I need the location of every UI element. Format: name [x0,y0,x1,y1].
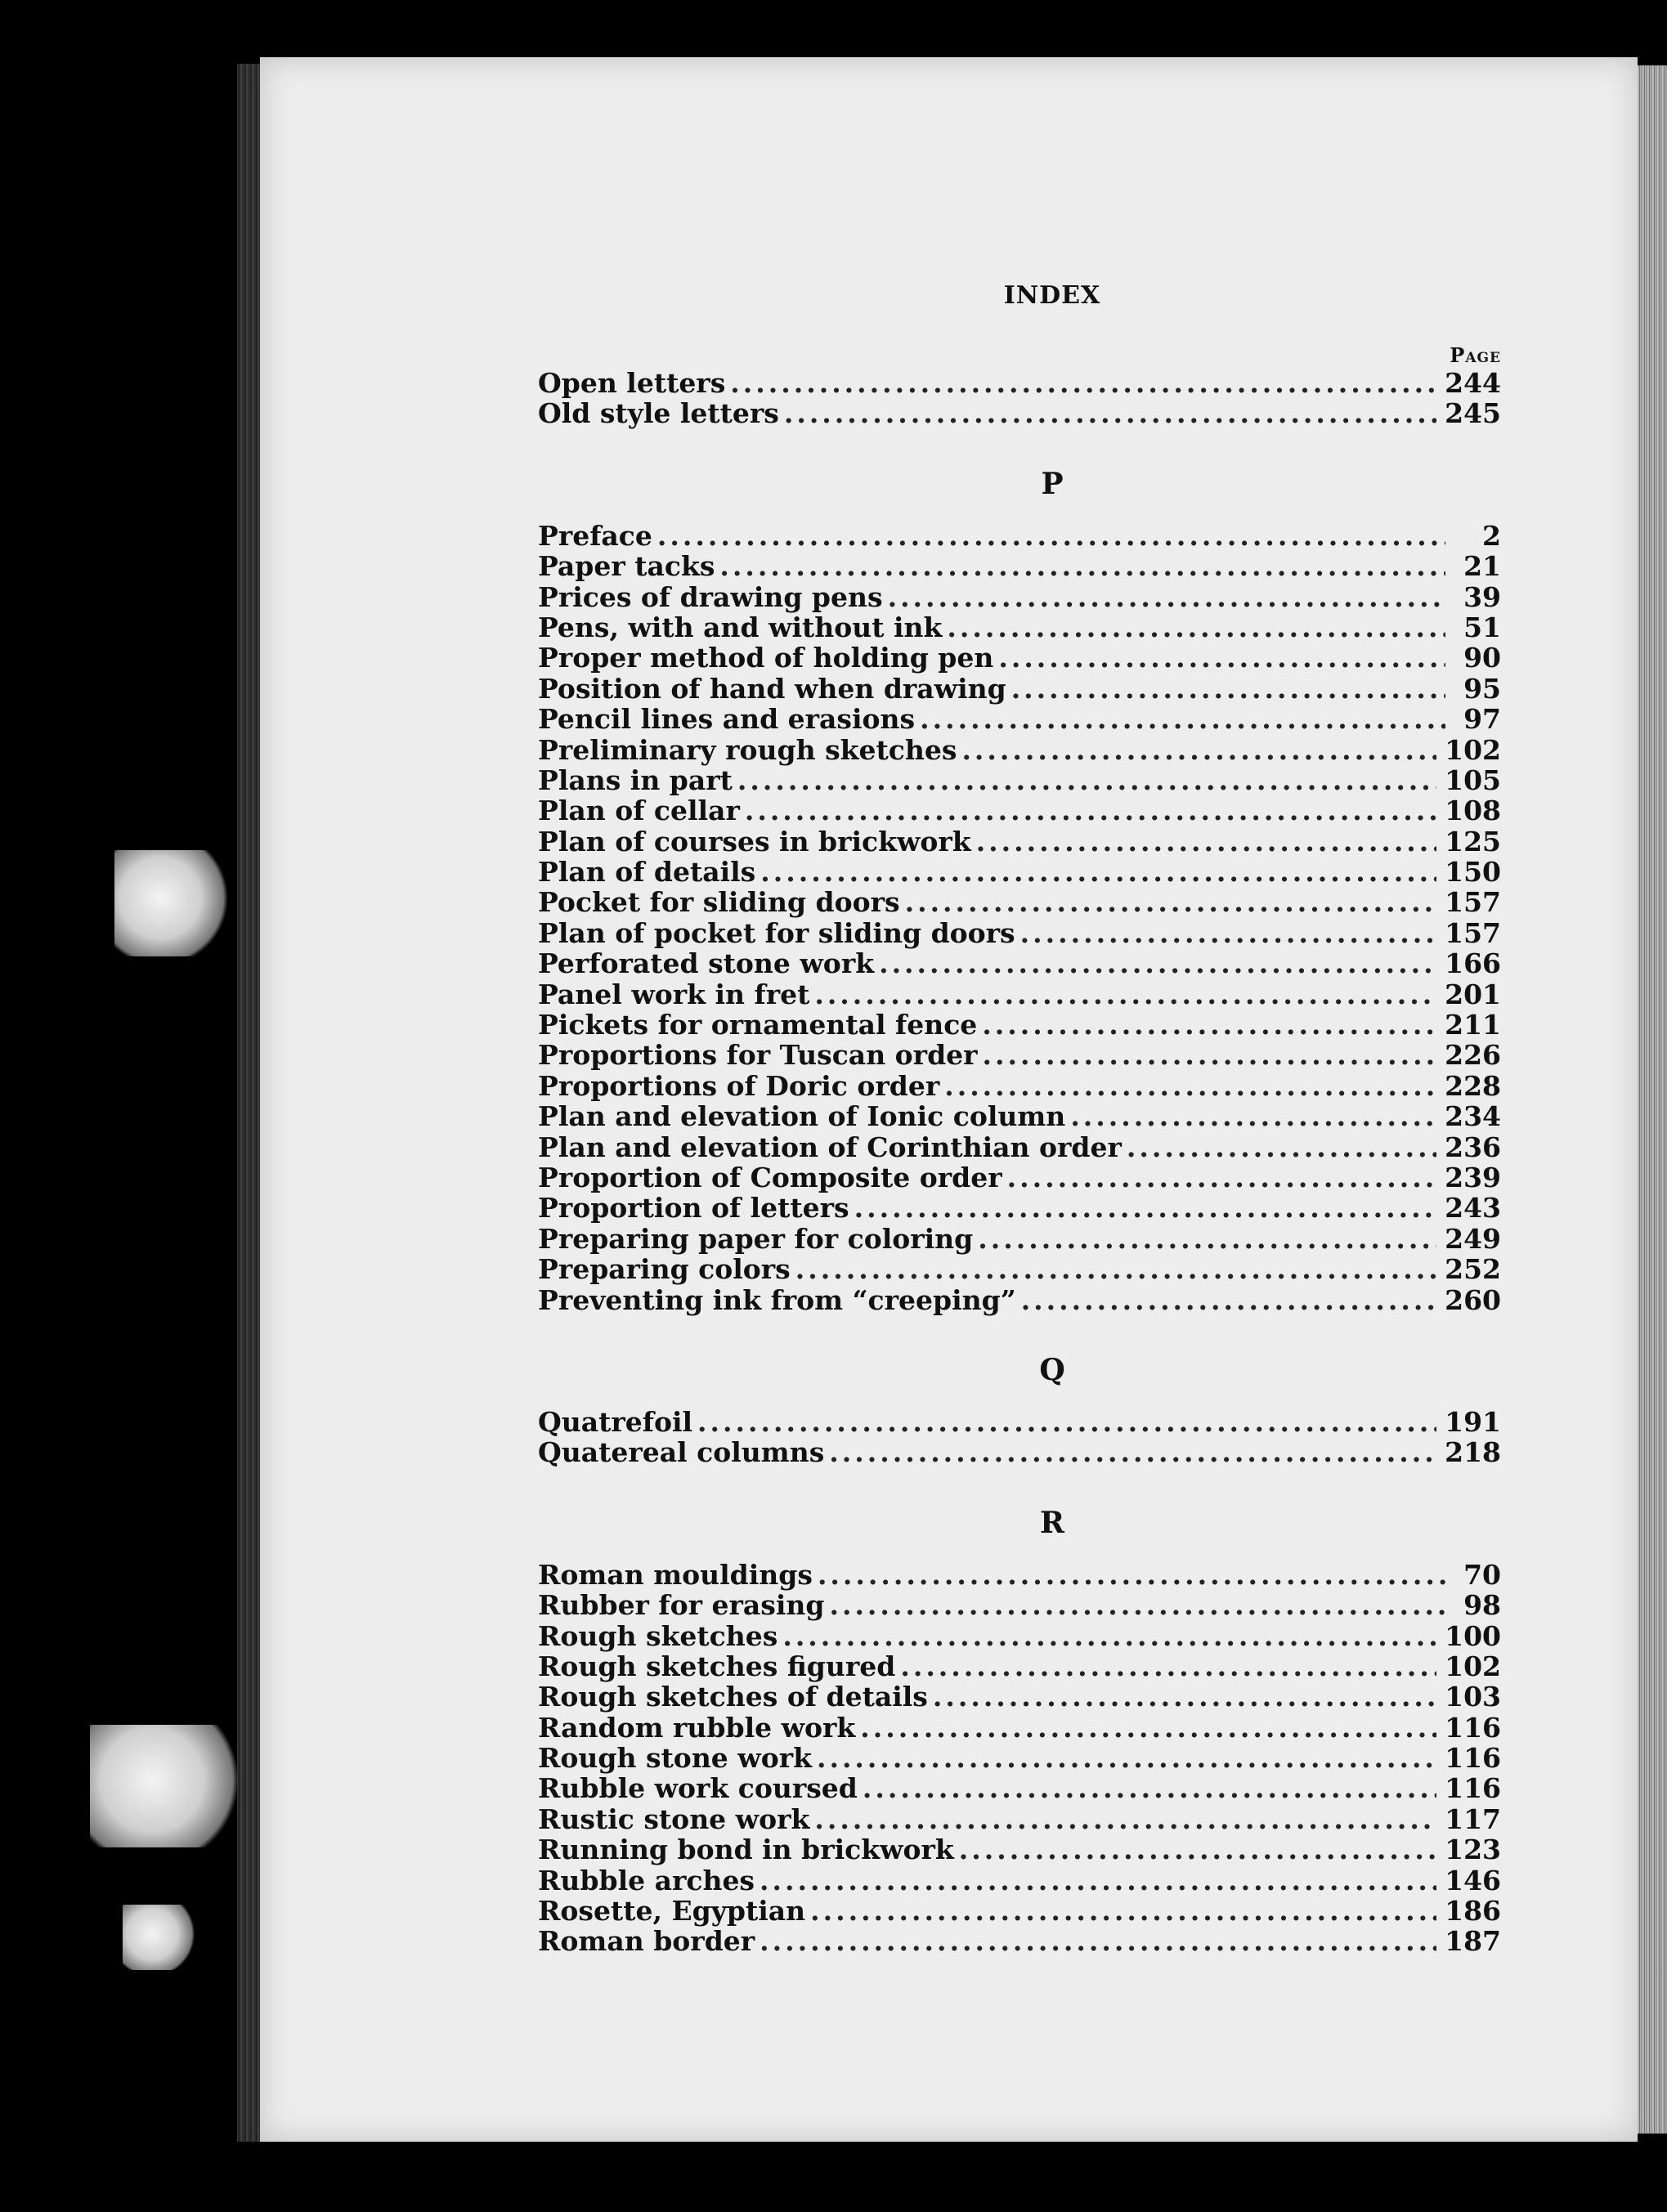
dot-leader [944,1071,1436,1101]
dot-leader [817,1743,1436,1773]
entry-title: Plan of courses in brickwork [538,825,971,857]
paper-blemish [114,850,229,956]
dot-leader [933,1681,1436,1712]
entry-title: Rubble work coursed [538,1772,858,1805]
index-entry [538,1743,1501,1773]
dot-leader [947,612,1445,643]
dot-leader [982,1010,1436,1040]
index-entry [538,1834,1501,1865]
index-entry [538,1407,1501,1437]
dot-leader [920,704,1445,734]
index-entry-list [538,1560,1501,1957]
entry-title: Quatrefoil [538,1405,693,1438]
entry-title: Preparing paper for coloring [538,1222,974,1255]
dot-leader [697,1407,1436,1437]
dot-leader [961,735,1436,765]
entry-page-number: 226 [1445,1039,1501,1072]
index-entry [538,857,1501,887]
index-entry [538,1224,1501,1254]
entry-page-number: 201 [1445,978,1501,1010]
dot-leader [814,979,1436,1010]
entry-page-number: 103 [1445,1681,1501,1713]
dot-leader [879,948,1436,978]
entry-title: Plan and elevation of Ionic column [538,1100,1066,1133]
entry-page-number: 218 [1445,1436,1501,1469]
dot-leader [782,1621,1436,1651]
entry-title: Perforated stone work [538,947,875,980]
entry-title: Pens, with and without ink [538,611,943,643]
dot-leader [784,398,1436,428]
entry-title: Proper method of holding pen [538,642,994,674]
index-entry [538,826,1501,857]
dot-leader [1011,674,1445,704]
index-entry [538,1865,1501,1896]
dot-leader [854,1193,1436,1223]
index-content [538,278,1501,1957]
index-entry [538,1590,1501,1620]
entry-page-number: 157 [1445,916,1501,949]
entry-title: Proportion of letters [538,1192,849,1225]
dot-leader [730,368,1436,398]
dot-leader [1020,918,1436,948]
entry-title: Preparing colors [538,1253,791,1286]
dot-leader [905,887,1437,917]
dot-leader [860,1713,1436,1743]
index-entry [538,1010,1501,1040]
index-entry [538,643,1501,673]
dot-leader [795,1254,1436,1284]
entry-title: Old style letters [538,397,779,430]
page-stack-edge [1635,65,1667,2134]
index-entry [538,1193,1501,1223]
page-column-header: Page [1450,343,1501,367]
entry-page-number: 116 [1445,1742,1501,1775]
entry-page-number: 98 [1463,1589,1501,1622]
dot-leader [829,1437,1436,1467]
entry-page-number: 102 [1445,733,1501,766]
entry-page-number: 239 [1445,1161,1501,1193]
entry-page-number: 116 [1445,1711,1501,1744]
entry-title: Plan of details [538,856,756,889]
entry-page-number: 51 [1463,611,1501,643]
entry-title: Preventing ink from “creeping” [538,1283,1016,1316]
entry-page-number: 125 [1445,825,1501,857]
dot-leader [810,1896,1436,1926]
index-entry-list [538,521,1501,1315]
entry-page-number: 234 [1445,1100,1501,1133]
index-entry [538,948,1501,978]
entry-page-number: 70 [1463,1558,1501,1591]
entry-page-number: 252 [1445,1253,1501,1286]
entry-page-number: 236 [1445,1131,1501,1163]
entry-title: Rustic stone work [538,1802,810,1835]
entry-title: Roman border [538,1925,755,1958]
entry-page-number: 187 [1445,1925,1501,1958]
dot-leader [900,1651,1436,1681]
dot-leader [976,826,1436,857]
section-letter-heading: P [1041,466,1064,501]
entry-page-number: 166 [1445,947,1501,980]
dot-leader [829,1590,1445,1620]
dot-leader [737,765,1436,795]
index-entry [538,1285,1501,1315]
index-entry [538,1681,1501,1712]
dot-leader [760,1865,1436,1896]
index-entry [538,398,1501,428]
entry-title: Proportions of Doric order [538,1069,940,1102]
entry-page-number: 146 [1445,1864,1501,1896]
entry-page-number: 244 [1445,367,1501,399]
index-entry [538,887,1501,917]
entry-title: Rosette, Egyptian [538,1895,806,1928]
index-entry [538,551,1501,581]
entry-title: Position of hand when drawing [538,672,1006,705]
dot-leader [745,795,1436,826]
index-entry [538,1621,1501,1651]
dot-leader [814,1804,1436,1834]
paper-blemish [90,1725,245,1847]
entry-title: Plans in part [538,763,733,796]
index-entry [538,1773,1501,1803]
entry-title: Pencil lines and erasions [538,703,916,736]
index-entry [538,795,1501,826]
entry-title: Roman mouldings [538,1558,813,1591]
entry-page-number: 117 [1445,1802,1501,1835]
entry-page-number: 150 [1445,856,1501,889]
index-entry-list [538,368,1501,429]
entry-page-number: 228 [1445,1069,1501,1102]
entry-page-number: 90 [1463,642,1501,674]
entry-title: Quatereal columns [538,1436,825,1469]
entry-title: Plan of cellar [538,795,740,827]
dot-leader [760,1926,1436,1956]
index-entry [538,1437,1501,1467]
dot-leader [719,551,1445,581]
section-letter-heading: R [1040,1505,1064,1540]
entry-title: Pocket for sliding doors [538,886,900,919]
entry-page-number: 260 [1445,1283,1501,1316]
entry-page-number: 100 [1445,1619,1501,1652]
entry-title: Pickets for ornamental fence [538,1009,978,1041]
index-entry [538,1651,1501,1681]
dot-leader [959,1834,1436,1865]
index-entry [538,1804,1501,1834]
entry-title: Plan and elevation of Corinthian order [538,1131,1122,1163]
index-entry [538,765,1501,795]
index-entry [538,582,1501,612]
index-entry [538,1162,1501,1193]
entry-page-number: 97 [1463,703,1501,736]
entry-title: Preface [538,519,652,552]
entry-page-number: 245 [1445,397,1501,430]
dot-leader [1127,1132,1436,1162]
index-sections [538,463,1501,1957]
index-entry-list [538,1407,1501,1468]
entry-page-number: 105 [1445,763,1501,796]
index-entry [538,1926,1501,1956]
dot-leader [888,582,1445,612]
entry-title: Rough sketches of details [538,1681,928,1713]
entry-page-number: 116 [1445,1772,1501,1805]
index-entry [538,1896,1501,1926]
index-entry [538,612,1501,643]
index-entry [538,1132,1501,1162]
index-entry [538,368,1501,398]
dot-leader [1007,1162,1436,1193]
index-entry [538,1101,1501,1131]
index-entry [538,1713,1501,1743]
entry-title: Prices of drawing pens [538,580,883,613]
entry-page-number: 157 [1445,886,1501,919]
entry-title: Random rubble work [538,1711,856,1744]
entry-page-number: 102 [1445,1650,1501,1682]
index-entry [538,704,1501,734]
entry-page-number: 186 [1445,1895,1501,1928]
index-entry [538,521,1501,551]
entry-page-number: 123 [1445,1834,1501,1866]
entry-page-number: 39 [1463,580,1501,613]
dot-leader [998,643,1445,673]
dot-leader [863,1773,1436,1803]
entry-title: Panel work in fret [538,978,810,1010]
dot-leader [760,857,1436,887]
entry-title: Proportion of Composite order [538,1161,1002,1193]
dot-leader [818,1560,1445,1590]
index-entry [538,735,1501,765]
entry-title: Open letters [538,367,726,399]
entry-title: Running bond in brickwork [538,1834,954,1866]
paper-blemish [123,1905,196,1970]
index-entry [538,1071,1501,1101]
entry-page-number: 21 [1463,550,1501,583]
entry-title: Paper tacks [538,550,715,583]
entry-title: Rough stone work [538,1742,812,1775]
entry-title: Proportions for Tuscan order [538,1039,978,1072]
entry-title: Preliminary rough sketches [538,733,957,766]
page-title: INDEX [1003,281,1101,310]
section-letter-heading: Q [1039,1352,1065,1387]
index-entry [538,1254,1501,1284]
entry-title: Rough sketches figured [538,1650,896,1682]
index-entry [538,918,1501,948]
entry-page-number: 108 [1445,795,1501,827]
dot-leader [978,1224,1436,1254]
entry-page-number: 191 [1445,1405,1501,1438]
entry-title: Plan of pocket for sliding doors [538,916,1015,949]
index-entry [538,674,1501,704]
dot-leader [1070,1101,1436,1131]
index-entry [538,1560,1501,1590]
entry-title: Rough sketches [538,1619,778,1652]
entry-page-number: 243 [1445,1192,1501,1225]
index-entry [538,979,1501,1010]
entry-title: Rubber for erasing [538,1589,825,1622]
dot-leader [983,1040,1437,1070]
entry-page-number: 249 [1445,1222,1501,1255]
entry-page-number: 95 [1463,672,1501,705]
entry-page-number: 2 [1482,519,1501,552]
entry-title: Rubble arches [538,1864,755,1896]
dot-leader [1021,1285,1436,1315]
entry-page-number: 211 [1445,1009,1501,1041]
index-entry [538,1040,1501,1070]
dot-leader [657,521,1445,551]
